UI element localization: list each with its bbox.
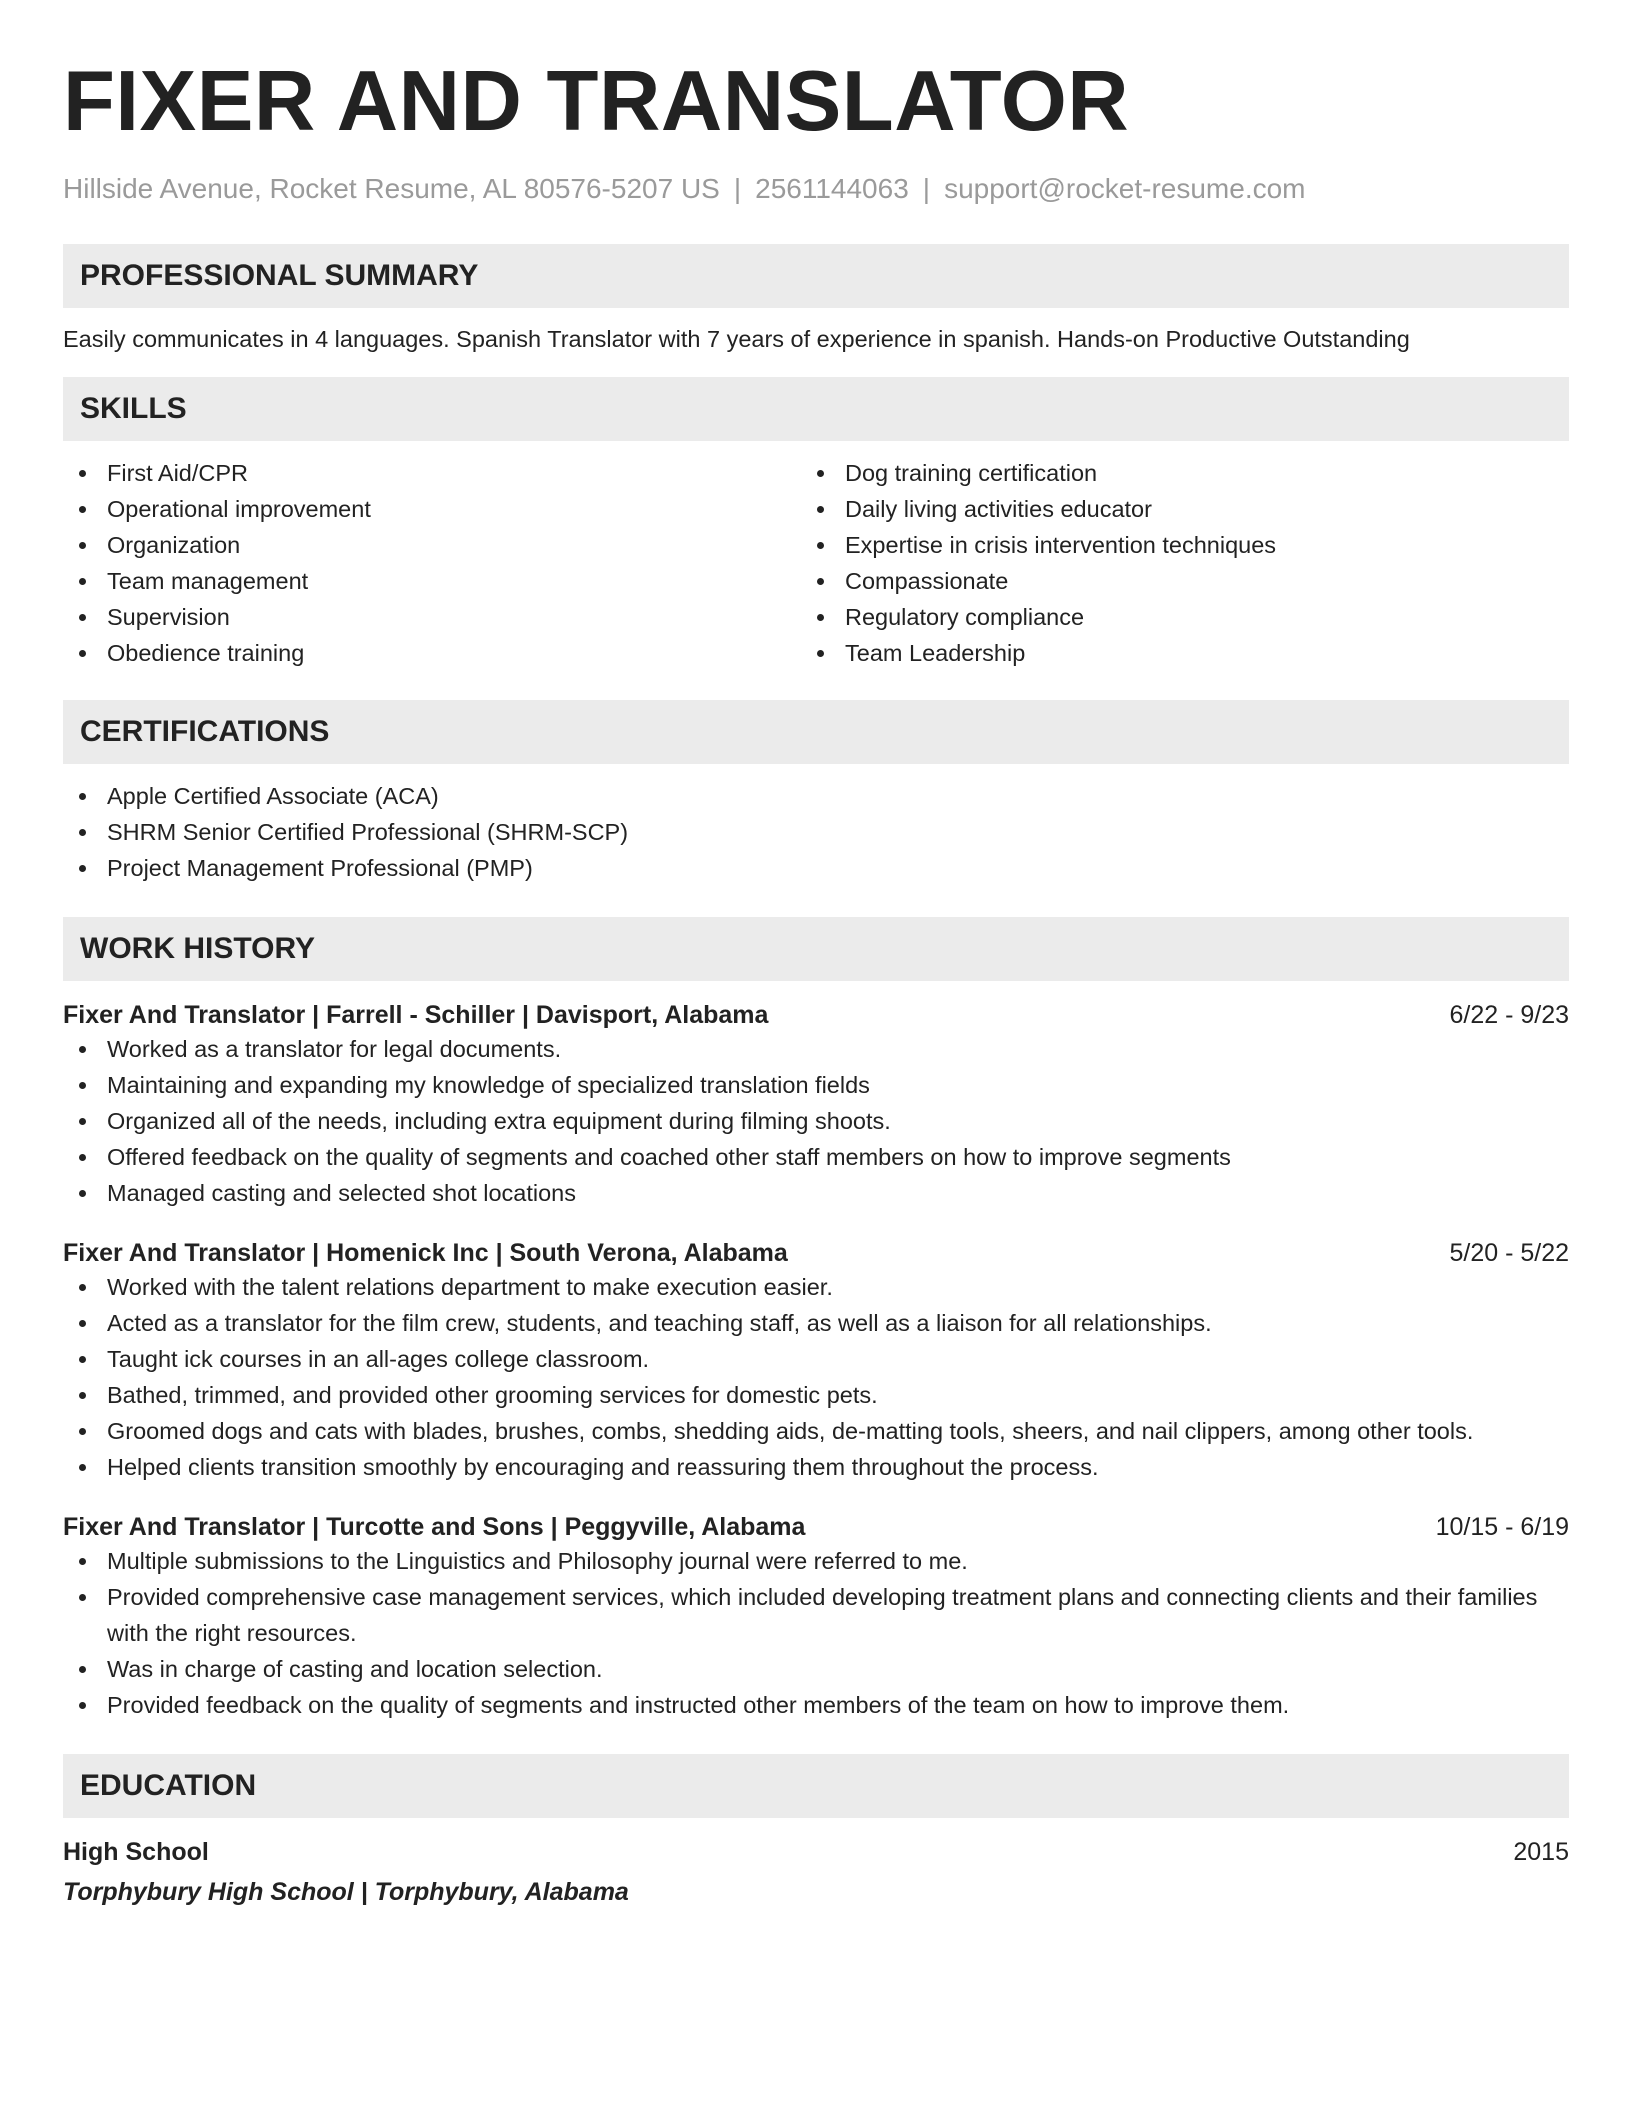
skill-item: First Aid/CPR bbox=[63, 455, 801, 491]
skill-item: Team Leadership bbox=[801, 635, 1539, 671]
job-bullet: Bathed, trimmed, and provided other grooming services for domestic pets. bbox=[63, 1377, 1569, 1413]
section-heading-certifications: CERTIFICATIONS bbox=[63, 700, 1569, 764]
job-bullet: Taught ick courses in an all-ages college classroom. bbox=[63, 1341, 1569, 1377]
skill-item: Dog training certification bbox=[801, 455, 1539, 491]
contact-email: support@rocket-resume.com bbox=[944, 173, 1306, 204]
job-bullet: Worked as a translator for legal documents. bbox=[63, 1031, 1569, 1067]
skill-item: Daily living activities educator bbox=[801, 491, 1539, 527]
contact-line bbox=[63, 172, 1569, 206]
job-header bbox=[63, 1511, 1569, 1543]
job-bullet: Multiple submissions to the Linguistics and Philosophy journal were referred to me. bbox=[63, 1543, 1569, 1579]
candidate-name: FIXER AND TRANSLATOR bbox=[63, 54, 1130, 149]
skills-column-right bbox=[801, 455, 1539, 671]
job-title: Fixer And Translator | Farrell - Schiller | Davisport, Alabama bbox=[63, 1001, 769, 1029]
section-heading-skills: SKILLS bbox=[63, 377, 1569, 441]
education-year: 2015 bbox=[1513, 1838, 1569, 1866]
skill-item: Compassionate bbox=[801, 563, 1539, 599]
certification-item: Project Management Professional (PMP) bbox=[63, 850, 1569, 886]
skills-column-left bbox=[63, 455, 801, 671]
job-bullet-list bbox=[63, 1543, 1569, 1723]
certification-item: SHRM Senior Certified Professional (SHRM-SCP) bbox=[63, 814, 1569, 850]
job-bullet: Provided comprehensive case management services, which included developing treatment plans and connecting clients and their families with the right resources. bbox=[63, 1579, 1569, 1651]
skills-section bbox=[63, 377, 1569, 671]
job-bullet: Organized all of the needs, including extra equipment during filming shoots. bbox=[63, 1103, 1569, 1139]
skills-list-left bbox=[63, 455, 801, 671]
job-header bbox=[63, 1237, 1569, 1269]
contact-address: Hillside Avenue, Rocket Resume, AL 80576-5207 US bbox=[63, 173, 720, 204]
job-title: Fixer And Translator | Homenick Inc | South Verona, Alabama bbox=[63, 1239, 788, 1267]
skill-item: Organization bbox=[63, 527, 801, 563]
section-heading-education: EDUCATION bbox=[63, 1754, 1569, 1818]
work-history-section bbox=[63, 917, 1569, 1723]
job-bullet-list bbox=[63, 1269, 1569, 1485]
contact-phone: 2561144063 bbox=[755, 173, 909, 204]
section-heading-summary: PROFESSIONAL SUMMARY bbox=[63, 244, 1569, 308]
section-heading-work-history: WORK HISTORY bbox=[63, 917, 1569, 981]
education-degree: High School bbox=[63, 1838, 209, 1866]
contact-separator: | bbox=[922, 173, 931, 204]
skill-item: Obedience training bbox=[63, 635, 801, 671]
job-bullet: Maintaining and expanding my knowledge of specialized translation fields bbox=[63, 1067, 1569, 1103]
certifications-section bbox=[63, 700, 1569, 886]
skill-item: Team management bbox=[63, 563, 801, 599]
job-title: Fixer And Translator | Turcotte and Sons | Peggyville, Alabama bbox=[63, 1513, 806, 1541]
job-bullet: Groomed dogs and cats with blades, brushes, combs, shedding aids, de-matting tools, sheers, and nail clippers, among other tools. bbox=[63, 1413, 1569, 1449]
skill-item: Regulatory compliance bbox=[801, 599, 1539, 635]
job-bullet: Helped clients transition smoothly by encouraging and reassuring them throughout the process. bbox=[63, 1449, 1569, 1485]
job-bullet: Acted as a translator for the film crew, students, and teaching staff, as well as a liaison for all relationships. bbox=[63, 1305, 1569, 1341]
skill-item: Operational improvement bbox=[63, 491, 801, 527]
job-dates: 10/15 - 6/19 bbox=[1435, 1513, 1569, 1541]
job-entry bbox=[63, 999, 1569, 1211]
job-entry bbox=[63, 1237, 1569, 1485]
skills-list-right bbox=[801, 455, 1539, 671]
skill-item: Supervision bbox=[63, 599, 801, 635]
summary-section bbox=[63, 244, 1569, 354]
job-entry bbox=[63, 1511, 1569, 1723]
skills-grid bbox=[63, 455, 1569, 671]
job-bullet: Provided feedback on the quality of segments and instructed other members of the team on how to improve them. bbox=[63, 1687, 1569, 1723]
job-bullet: Managed casting and selected shot locations bbox=[63, 1175, 1569, 1211]
contact-separator: | bbox=[733, 173, 742, 204]
job-dates: 6/22 - 9/23 bbox=[1449, 1001, 1569, 1029]
education-school: Torphybury High School | Torphybury, Alabama bbox=[63, 1878, 629, 1906]
job-bullet: Worked with the talent relations department to make execution easier. bbox=[63, 1269, 1569, 1305]
certifications-list bbox=[63, 778, 1569, 886]
job-bullet-list bbox=[63, 1031, 1569, 1211]
job-dates: 5/20 - 5/22 bbox=[1449, 1239, 1569, 1267]
education-header bbox=[63, 1836, 1569, 1868]
job-bullet: Offered feedback on the quality of segments and coached other staff members on how to improve segments bbox=[63, 1139, 1569, 1175]
job-header bbox=[63, 999, 1569, 1031]
skill-item: Expertise in crisis intervention techniques bbox=[801, 527, 1539, 563]
certification-item: Apple Certified Associate (ACA) bbox=[63, 778, 1569, 814]
education-section bbox=[63, 1754, 1569, 1908]
job-bullet: Was in charge of casting and location selection. bbox=[63, 1651, 1569, 1687]
summary-text: Easily communicates in 4 languages. Spanish Translator with 7 years of experience in spanish. Hands-on Productive Outstanding bbox=[63, 326, 1410, 352]
